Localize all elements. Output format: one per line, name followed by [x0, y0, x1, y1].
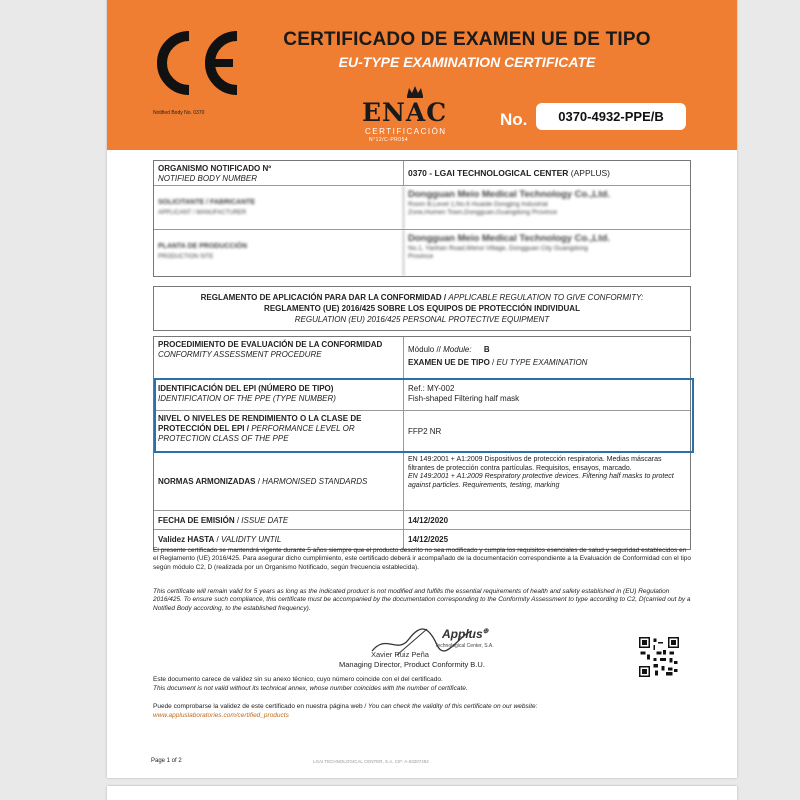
table-row: FECHA DE EMISIÓN / ISSUE DATE 14/12/2020	[154, 511, 690, 530]
validity-label-en: VALIDITY UNTIL	[220, 535, 282, 544]
validity-note-spanish: El presente certificado se mantendrá vigente durante 5 años siempre que el producto descrito no sea modificado y cumpla los requisitos esenciales de salud y seguridad establecidos en el Reglamento (UE) 2016/425. Para asegurar dicho cumplimiento, este certificado deberá ir acompañado de la documentación correspondiente a la Evaluación de Conformidad con el tipo según módulo C2, D (realizada por un Organismo Notificado, según frecuencia establecida).	[153, 547, 692, 571]
standards-english: EN 149:2001 + A1:2009 Respiratory protective devices. Filtering half masks to protect against particles. Requirements, testing, marking	[408, 473, 674, 489]
regulation-title: REGLAMENTO (UE) 2016/425 SOBRE LOS EQUIPOS DE PROTECCIÓN INDIVIDUAL	[264, 304, 580, 313]
level-label: NIVEL O NIVELES DE RENDIMIENTO O LA CLASE DE PROTECCIÓN DEL EPI /	[158, 414, 362, 433]
plant-address: No.1, Yanhan Road,Wenxi Village, Dongguan City Guangdong	[408, 245, 588, 252]
body-info-table	[153, 160, 691, 277]
enac-subtitle: CERTIFICACIÓN	[365, 127, 447, 136]
table-row	[154, 161, 690, 186]
applicant-address: Room B,Level 1,No.6 Huaide Dongjing Industrial	[408, 201, 548, 208]
check-validity-note	[153, 703, 537, 711]
validity-note-english: This certificate will remain valid for 5 years as long as the indicated product is not modified and fulfills the essential requirements of health and safety established in (EU) Regulation 2016/425. To ensure such compliance, this certificate must be accompanied by the documentation corresponding to the Conformity Assessment to type according to C2, D(carried out by a Notified Body according, to the established frequency).	[153, 588, 691, 612]
title-english: EU-TYPE EXAMINATION CERTIFICATE	[338, 54, 596, 70]
crown-icon	[406, 84, 424, 98]
title-spanish: CERTIFICADO DE EXAMEN UE DE TIPO	[283, 29, 651, 50]
next-page	[107, 786, 737, 800]
ppe-description: Fish-shaped Filtering half mask	[408, 394, 520, 403]
notified-body-label-en: NOTIFIED BODY NUMBER	[158, 174, 257, 183]
annex-note-english: This document is not valid without its technical annex, whose number coincides with the number of certificate.	[153, 685, 468, 692]
applicant-name: Dongguan Meio Medical Technology Co.,Ltd.	[408, 189, 610, 200]
table-row	[154, 379, 690, 411]
module-label-en: Module:	[443, 345, 472, 354]
certificate-number: 0370-4932-PPE/B	[536, 103, 686, 130]
issue-date-label-en: ISSUE DATE	[241, 516, 289, 525]
plant-address-2: Province	[408, 253, 434, 260]
validity-date: 14/12/2025	[408, 535, 449, 544]
signer-name: Xavier Ruiz Peña	[371, 650, 429, 659]
applus-logo: Applus⊕	[442, 627, 489, 641]
signature-company: Technological Center, S.A.	[435, 643, 494, 649]
enac-logo: ENAC	[362, 98, 448, 127]
page-number: Page 1 of 2	[151, 758, 182, 764]
notified-body-label: ORGANISMO NOTIFICADO Nº	[158, 164, 272, 173]
validity-label: Validez HASTA	[158, 535, 215, 544]
table-row: PROCEDIMIENTO DE EVALUACIÓN DE LA CONFORMIDAD CONFORMITY ASSESSMENT PROCEDURE Módulo // Module: B EXAMEN UE DE TIPO / EU TYPE EXAMINATION	[154, 337, 690, 379]
table-row	[154, 411, 690, 453]
certificate-page	[107, 0, 737, 778]
applicant-label-en: APPLICANT / MANUFACTURER	[158, 210, 247, 216]
standards-label: NORMAS ARMONIZADAS	[158, 476, 256, 486]
exam-type: EXAMEN UE DE TIPO	[408, 358, 490, 367]
annex-note-spanish: Este documento carece de validez sin su anexo técnico, cuyo número coincide con el del certificado.	[153, 676, 443, 683]
procedure-label-en: CONFORMITY ASSESSMENT PROCEDURE	[158, 350, 322, 359]
ppe-reference: Ref.: MY-002	[408, 384, 455, 393]
protection-class: FFP2 NR	[408, 427, 442, 436]
standards-spanish: EN 149:2001 + A1:2009 Dispositivos de protección respiratoria. Medias máscaras filtrantes de protección contra partículas. Requisitos, ensayos, marcado.	[408, 456, 662, 472]
applus-logo-text: Applus	[442, 627, 483, 641]
procedure-label: PROCEDIMIENTO DE EVALUACIÓN DE LA CONFORMIDAD	[158, 340, 383, 349]
ppe-id-label: IDENTIFICACIÓN DEL EPI (NÚMERO DE TIPO)	[158, 384, 334, 393]
enac-code: N°12/C-PR054	[369, 137, 409, 143]
applicant-label: SOLICITANTE / FABRICANTE	[158, 199, 256, 206]
signer-role: Managing Director, Product Conformity B.U.	[339, 660, 485, 669]
module-label: Módulo //	[408, 345, 441, 354]
table-row: NORMAS ARMONIZADAS / HARMONISED STANDARDS EN 149:2001 + A1:2009 Dispositivos de protección respiratoria. Medias máscaras filtrantes de protección contra partículas. Requisitos, ensayos, marcado. EN 149:2001 + A1:2009 Respiratory protective devices. Filtering half masks to protect against particles. Requirements, testing, marking	[154, 453, 690, 511]
table-row	[154, 186, 690, 230]
number-label: No.	[500, 110, 528, 129]
certified-products-link[interactable]: www.appluslaboratories.com/certified_products	[153, 712, 289, 719]
qr-code-icon	[639, 637, 679, 677]
signature-area	[317, 625, 577, 670]
standards-label-en: HARMONISED STANDARDS	[262, 476, 368, 486]
table-row: Validez HASTA / VALIDITY UNTIL 14/12/2025	[154, 530, 690, 549]
applicant-address-2: Zone,Humen Town,Dongguan,Guangdong Province	[408, 209, 558, 216]
certificate-header	[107, 0, 737, 150]
applicable-regulation	[153, 286, 691, 331]
level-label-en: PERFORMANCE LEVEL OR PROTECTION CLASS OF THE PPE	[158, 424, 355, 443]
plant-name: Dongguan Meio Medical Technology Co.,Ltd.	[408, 233, 610, 244]
exam-type-en: EU TYPE EXAMINATION	[496, 358, 588, 367]
plant-label-en: PRODUCTION SITE	[158, 254, 214, 260]
ppe-id-label-en: IDENTIFICATION OF THE PPE (TYPE NUMBER)	[158, 394, 336, 403]
regulation-heading: REGLAMENTO DE APLICACIÓN PARA DAR LA CONFORMIDAD /	[200, 293, 447, 302]
table-row	[154, 230, 690, 276]
assessment-table	[153, 336, 691, 550]
module-value: B	[483, 345, 490, 354]
check-note-english: You can check the validity of this certificate on our website:	[368, 703, 538, 710]
check-note-spanish: Puede comprobarse la validez de este certificado en nuestra página web /	[153, 703, 367, 710]
notified-body-small: Notified Body No. 0370	[153, 110, 205, 116]
regulation-heading-en: APPLICABLE REGULATION TO GIVE CONFORMITY:	[448, 293, 644, 302]
issue-date-label: FECHA DE EMISIÓN	[158, 516, 235, 525]
ce-mark-icon	[149, 28, 249, 98]
issue-date: 14/12/2020	[408, 516, 449, 525]
company-footer: LGAI TECHNOLOGICAL CENTER, S.A. CIF: A-63207492	[313, 759, 429, 764]
regulation-title-en: REGULATION (EU) 2016/425 PERSONAL PROTECTIVE EQUIPMENT	[294, 315, 550, 324]
plant-label: PLANTA DE PRODUCCIÓN	[158, 243, 248, 250]
notified-body-value: 0370 - LGAI TECHNOLOGICAL CENTER	[408, 168, 569, 178]
notified-body-value-suffix: (APPLUS)	[570, 168, 611, 178]
